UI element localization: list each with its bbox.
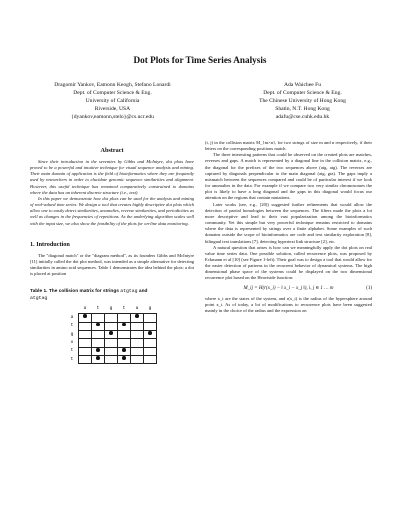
table-caption-string-b: atgtag	[30, 295, 48, 301]
matrix-cell	[118, 356, 131, 364]
matrix-cell	[118, 330, 131, 338]
matrix-cell	[144, 356, 157, 364]
equation-text: M_ij = H(r(x_i) − ‖ x_i − x_j ‖), i, j ∈ 1 … m	[243, 285, 334, 291]
matrix-row-header: o	[70, 339, 74, 345]
body-paragraph: Later works (see, e.g., [20]) suggested further refinements that would allow the detection of partial homologies between the sequences. The filters made the plots a lot more descriptive and lead to their vast popularization among the bioinformatics community. Yet this simple but very powerful technique remains restricted to domains where the data is represented by strings over a finite alphabet. Some examples of such domains outside the scope of bioinformatics are code and text similarity exploration [8], bilingual text translations [7], detecting hypertext link structure [2], etc.	[205, 201, 372, 244]
abstract-body	[30, 159, 194, 227]
matrix-cell	[118, 347, 131, 355]
author-email: adafu@cse.cuhk.edu.hk	[275, 113, 330, 120]
match-dot	[148, 331, 152, 335]
matrix-cell	[131, 356, 144, 364]
matrix-row	[66, 330, 157, 338]
matrix-row	[66, 356, 157, 364]
match-dot	[83, 314, 87, 318]
matrix-cell	[144, 322, 157, 330]
matrix-cell	[79, 339, 92, 347]
matrix-cell	[118, 322, 131, 330]
matrix-cell	[144, 347, 157, 355]
match-dot	[96, 348, 100, 352]
author-university: University of California	[85, 97, 140, 104]
matrix-column-header: a	[83, 306, 87, 312]
matrix-row	[66, 339, 157, 347]
match-dot	[135, 314, 139, 318]
equation-number: (1)	[366, 285, 372, 291]
match-dot	[122, 356, 126, 360]
abstract-heading: Abstract	[100, 147, 124, 154]
body-paragraph: A natural question that arises is how can we meaningfully apply the dot plots on real value time series data. One possible solution, called recurrence plots, was proposed by Eckmann et al [10] (see Figure 1-left). Their goal was to design a tool that would allow for the easier detection of patterns in the recurrent behavior of dynamical systems. The high dimensional phase space of the systems could be displayed on the two dimensional recurrence plot based on the Heaviside function:	[205, 244, 372, 281]
body-paragraph: The three interesting patterns that could be observed on the created plots are matches, reverses and gaps. A match is represented by a diagonal line in the collision matrix, e.g., the diagonal for the prefixes of the two sequences above (atg, atg). The reverses are captured by diagonals perpendicular to the main diagonal (atg, gta). The gaps imply a mismatch between the sequences compared and could be of particular interest if we look for anomalies in the data. For example if we compare two very similar chromosomes the plot is likely to have a long diagonal and the gaps in this diagonal would focus our attention on the regions that contain mutations.	[205, 152, 372, 201]
abstract-paragraph: Since their introduction in the seventies by Gibbs and McIntyre, dot plots have proved to be a powerful and intuitive technique for visual sequence analysis and mining. Their main domain of application is the field of bioinformatics where they are frequently used by researchers in order to elucidate genomic sequence similarities and alignment. However, this useful technique has remained comparatively constrained to domains where the data has an inherent discrete structure (i.e., text).	[30, 159, 194, 195]
author-dept: Dept. of Computer Science & Eng.	[263, 89, 342, 96]
matrix-column-header: a	[135, 306, 139, 312]
matrix-cell	[79, 322, 92, 330]
author-dept: Dept. of Computer Science & Eng.	[73, 89, 152, 96]
matrix-row	[66, 314, 157, 322]
matrix-cell	[131, 314, 144, 322]
matrix-column-header: t	[96, 306, 100, 312]
match-dot	[122, 323, 126, 327]
matrix-cell	[144, 330, 157, 338]
matrix-cell	[131, 347, 144, 355]
matrix-corner	[66, 306, 79, 314]
collision-matrix	[66, 306, 157, 365]
table-caption-string-a: atgtag	[120, 289, 138, 295]
matrix-row	[66, 322, 157, 330]
matrix-cell	[105, 322, 118, 330]
author-block-left	[20, 82, 205, 122]
matrix-row-header: t	[70, 323, 74, 329]
matrix-cell	[105, 314, 118, 322]
match-dot	[96, 356, 100, 360]
author-email: {dyankov,eamonn,stelo}@cs.ucr.edu	[71, 113, 154, 120]
matrix-column-header: t	[122, 306, 126, 312]
matrix-cell	[79, 356, 92, 364]
author-university: The Chinese University of Hong Kong	[259, 97, 346, 104]
matrix-cell	[92, 330, 105, 338]
match-dot	[96, 323, 100, 327]
table-caption-text: Table 1. The collision matrix for strings	[30, 289, 121, 295]
author-block-right	[215, 82, 390, 122]
matrix-cell	[105, 347, 118, 355]
table-caption	[30, 289, 194, 301]
matrix-cell	[79, 314, 92, 322]
matrix-cell	[79, 347, 92, 355]
matrix-cell	[144, 314, 157, 322]
matrix-cell	[105, 356, 118, 364]
abstract-paragraph: In this paper we demonstrate how dot plots can be used for the analysis and mining of real-valued time series. We design a tool that creates highly descriptive dot plots which allow one to easily detect similarities, anomalies, reverse similarities, and periodicities as well as changes in the frequencies of repetitions. As the underlying algorithm scales well with the input size, we also show the feasibility of the plots for on-line data monitoring.	[30, 195, 195, 226]
matrix-cell	[79, 330, 92, 338]
matrix-row-header: t	[70, 356, 74, 362]
matrix-cell	[105, 339, 118, 347]
matrix-row	[66, 347, 157, 355]
matrix-cell	[144, 339, 157, 347]
author-names: Dragomir Yankov, Eamonn Keogh, Stefano Lonardi	[54, 82, 171, 88]
section-heading-introduction: 1. Introduction	[30, 240, 70, 248]
matrix-row-header: g	[70, 331, 74, 337]
matrix-cell	[131, 330, 144, 338]
matrix-cell	[105, 330, 118, 338]
matrix-cell	[92, 347, 105, 355]
matrix-row-header: a	[70, 314, 74, 320]
body-paragraph: where x_i are the states of the system, and r(x_i) is the radius of the hypersphere around point x_i. As of today, a lot of modifications to recurrence plots have been suggested mainly in the choice of the radius and the expression on	[205, 295, 372, 313]
left-column	[30, 147, 194, 364]
matrix-column-header: g	[148, 306, 152, 312]
paper-title: Dot Plots for Time Series Analysis	[133, 55, 267, 65]
intro-paragraph: The "diagonal match" or the "diagram method", as its founders Gibbs and McIntyre [11] initially called the dot plot method, was intended as a simple alternative for detecting similarities in amino acid sequences. Table 1 demonstrates the idea behind the plots: a dot is placed at position	[30, 252, 194, 277]
right-column	[205, 140, 372, 314]
author-location: Riverside, USA	[94, 105, 131, 112]
matrix-cell	[131, 322, 144, 330]
matrix-column-header: g	[109, 306, 113, 312]
matrix-cell	[92, 322, 105, 330]
match-dot	[109, 331, 113, 335]
matrix-cell	[92, 314, 105, 322]
match-dot	[122, 348, 126, 352]
matrix-row-header: t	[70, 348, 74, 354]
matrix-cell	[92, 339, 105, 347]
equation-heaviside	[205, 285, 372, 293]
matrix-header-row	[66, 306, 157, 314]
author-names: Ada Waichee Fu	[283, 82, 322, 88]
author-location: Shatin, N.T. Hong Kong	[275, 105, 330, 112]
matrix-cell	[131, 339, 144, 347]
collision-matrix-wrapper	[66, 306, 194, 365]
table-caption-text-mid: and	[137, 289, 148, 295]
matrix-cell	[92, 356, 105, 364]
matrix-cell	[118, 314, 131, 322]
body-paragraph: (i, j) in the collision matrix M_{m×n}, for two strings of size m and n respectively, if their letters on the corresponding positions match.	[205, 140, 372, 152]
matrix-cell	[118, 339, 131, 347]
